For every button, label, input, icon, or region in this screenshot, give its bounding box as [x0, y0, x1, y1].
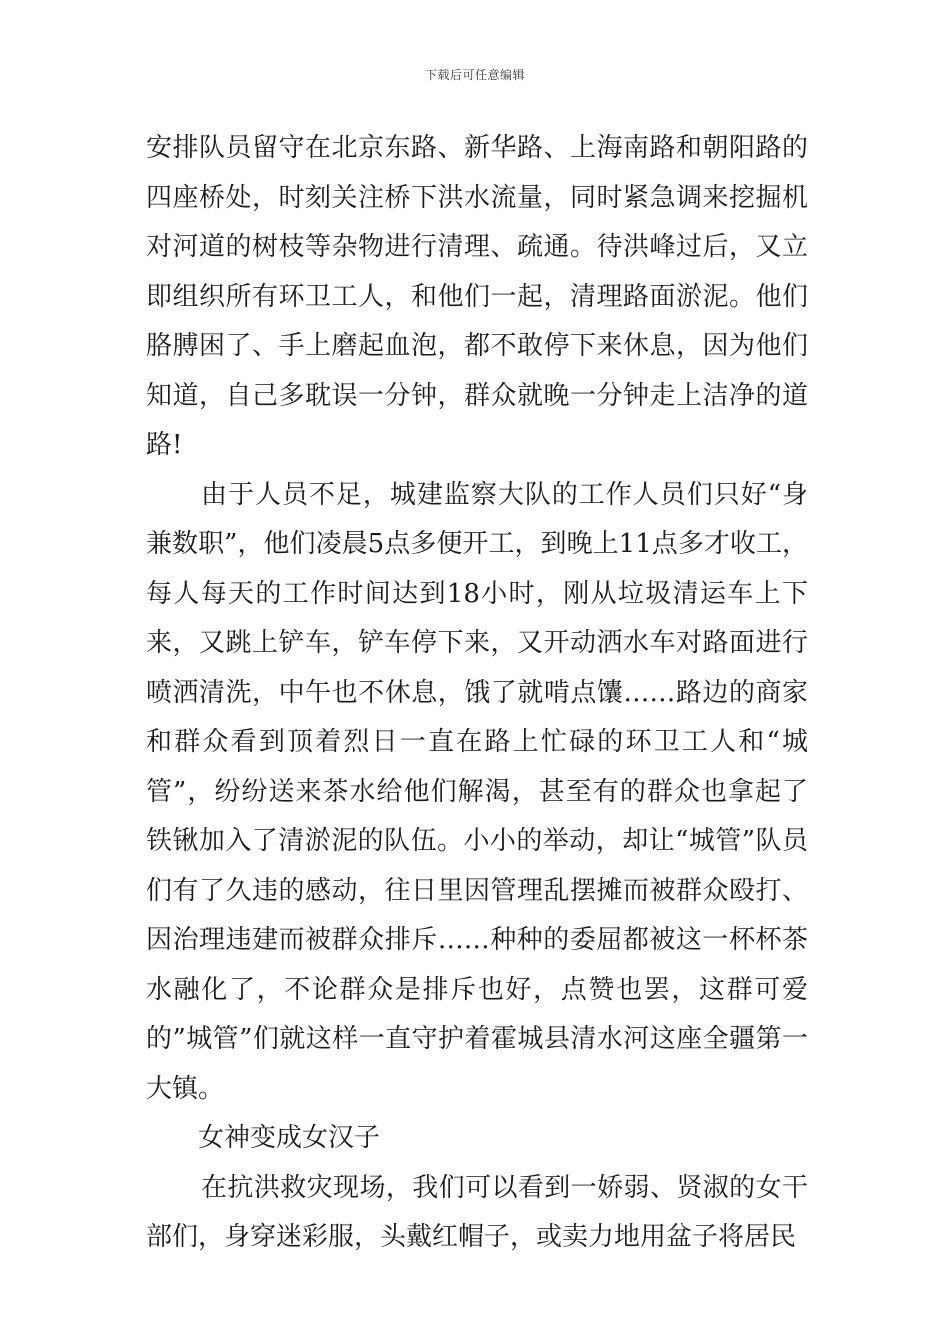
section-heading: 女神变成女汉子: [198, 1123, 381, 1153]
paragraph-1: 安排队员留守在北京东路、新华路、上海南路和朝阳路的四座桥处，时刻关注桥下洪水流量，同时紧急调来挖掘机对河道的树枝等杂物进行清理、疏通。待洪峰过后，又立即组织所有环卫工人，和他们一起，清理路面淤泥。他们胳膊困了、手上磨起血泡，都不敢停下来休息，因为他们知道，自己多耽误一分钟，群众就晚一分钟走上洁净的道路!: [146, 133, 808, 460]
paragraph-2: 由于人员不足，城建监察大队的工作人员们只好“身兼数职”，他们凌晨5点多便开工，到晚上11点多才收工，每人每天的工作时间达到18小时，刚从垃圾清运车上下来，又跳上铲车，铲车停下来，又开动洒水车对路面进行喷洒清洗，中午也不休息，饿了就啃点馕……路边的商家和群众看到顶着烈日一直在路上忙碌的环卫工人和“城管”，纷纷送来茶水给他们解渴，甚至有的群众也拿起了铁锹加入了清淤泥的队伍。小小的举动，却让“城管”队员们有了久违的感动，往日里因管理乱摆摊而被群众殴打、因治理违建而被群众排斥……种种的委屈都被这一杯杯茶水融化了，不论群众是排斥也好，点赞也罢，这群可爱的”城管”们就这样一直守护着霍城县清水河这座全疆第一大镇。: [146, 479, 808, 1104]
header-note: 下载后可任意编辑: [424, 68, 525, 82]
paragraph-3: 在抗洪救灾现场，我们可以看到一娇弱、贤淑的女干部们，身穿迷彩服，头戴红帽子，或卖力地用盆子将居民: [146, 1172, 808, 1252]
document-body: [146, 124, 808, 1263]
